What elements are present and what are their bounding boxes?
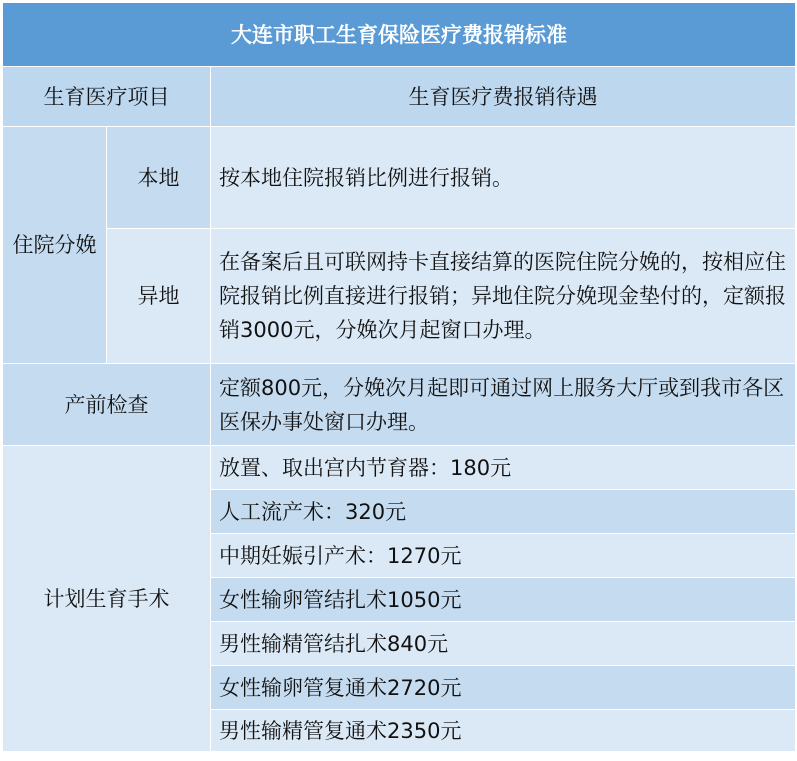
hospital-remote-label: 异地: [107, 229, 211, 364]
family-planning-label: 计划生育手术: [3, 446, 211, 752]
list-item: 男性输精管复通术2350元: [211, 710, 796, 752]
list-item: 女性输卵管结扎术1050元: [211, 578, 796, 622]
list-item: 男性输精管结扎术840元: [211, 622, 796, 666]
header-item: 生育医疗项目: [3, 67, 211, 127]
list-item: 人工流产术：320元: [211, 490, 796, 534]
prenatal-text: 定额800元，分娩次月起即可通过网上服务大厅或到我市各区医保办事处窗口办理。: [211, 364, 796, 446]
reimbursement-table: [2, 2, 796, 752]
list-item: 女性输卵管复通术2720元: [211, 666, 796, 710]
hospital-remote-text: 在备案后且可联网持卡直接结算的医院住院分娩的，按相应住院报销比例直接进行报销；异地住院分娩现金垫付的，定额报销3000元，分娩次月起窗口办理。: [211, 229, 796, 364]
header-benefit: 生育医疗费报销待遇: [211, 67, 796, 127]
table-title: 大连市职工生育保险医疗费报销标准: [3, 3, 796, 67]
reimbursement-table-frame: [2, 2, 795, 759]
hospital-label: 住院分娩: [3, 127, 107, 364]
list-item: 中期妊娠引产术：1270元: [211, 534, 796, 578]
hospital-local-label: 本地: [107, 127, 211, 229]
prenatal-label: 产前检查: [3, 364, 211, 446]
hospital-local-text: 按本地住院报销比例进行报销。: [211, 127, 796, 229]
list-item: 放置、取出宫内节育器：180元: [211, 446, 796, 490]
